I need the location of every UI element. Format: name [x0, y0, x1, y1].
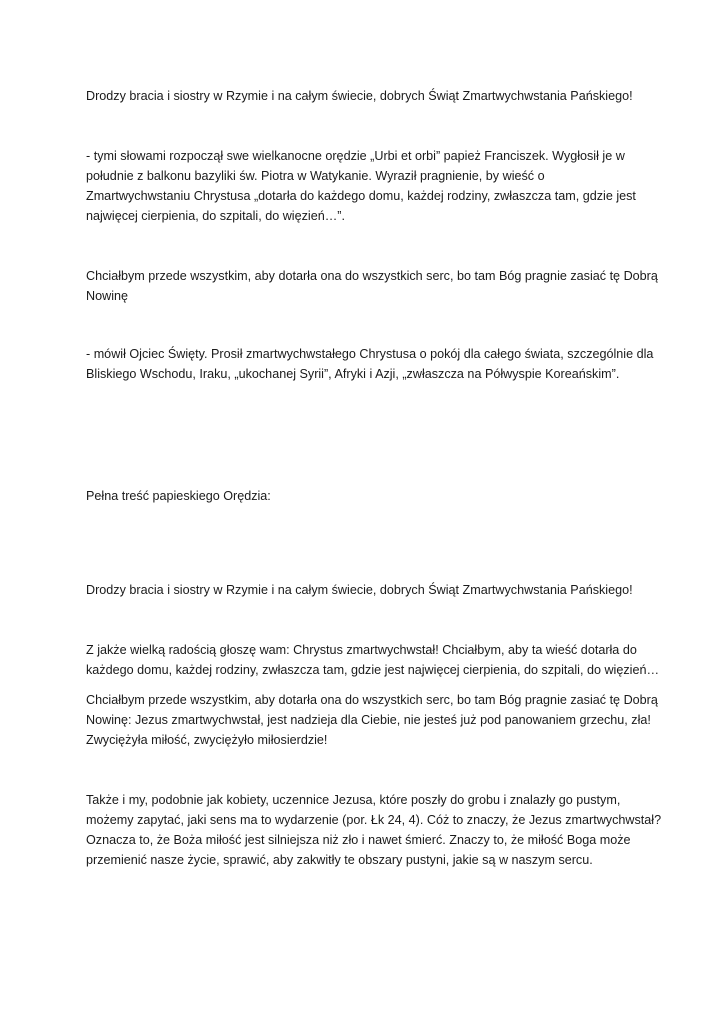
- paragraph-greeting-intro: [86, 86, 646, 106]
- text-line: możemy zapytać, jaki sens ma to wydarzenie (por. Łk 24, 4). Cóż to znaczy, że Jezus zmartwychwstał?: [86, 813, 662, 827]
- text-line: Z jakże wielką radością głoszę wam: Chrystus zmartwychwstał! Chciałbym, aby ta wieść dotarła do: [86, 643, 637, 657]
- text-line: najwięcej cierpienia, do szpitali, do więzień…”.: [86, 209, 345, 223]
- text-line: Bliskiego Wschodu, Iraku, „ukochanej Syrii”, Afryki i Azji, „zwłaszcza na Półwyspie Koreańskim”.: [86, 367, 620, 381]
- text-line: każdego domu, każdej rodziny, zwłaszcza tam, gdzie jest najwięcej cierpienia, do szpitali, do więzień…: [86, 663, 660, 677]
- paragraph-women-at-tomb: [86, 790, 662, 870]
- text-line: Także i my, podobnie jak kobiety, uczennice Jezusa, które poszły do grobu i znalazły go pustym,: [86, 793, 621, 807]
- text-line: Oznacza to, że Boża miłość jest silniejsza niż zło i nawet śmierć. Znaczy to, że miłość Boga może: [86, 833, 631, 847]
- text-line: Zwyciężyła miłość, zwyciężyło miłosierdzie!: [86, 733, 328, 747]
- text-line: Zmartwychwstaniu Chrystusa „dotarła do każdego domu, każdej rodziny, zwłaszcza tam, gdzie jest: [86, 189, 636, 203]
- paragraph-greeting-message: [86, 580, 646, 600]
- text-line: południe z balkonu bazyliki św. Piotra w Watykanie. Wyraził pragnienie, by wieść o: [86, 169, 545, 183]
- text-line: Pełna treść papieskiego Orędzia:: [86, 489, 271, 503]
- text-line: Chciałbym przede wszystkim, aby dotarła ona do wszystkich serc, bo tam Bóg pragnie zasiać tę Dobrą: [86, 693, 658, 707]
- paragraph-full-text-heading: [86, 486, 646, 506]
- text-line: Chciałbym przede wszystkim, aby dotarła ona do wszystkich serc, bo tam Bóg pragnie zasiać tę Dobrą: [86, 269, 658, 283]
- paragraph-hope: [86, 690, 658, 750]
- text-line: Drodzy bracia i siostry w Rzymie i na całym świecie, dobrych Świąt Zmartwychwstania Pańskiego!: [86, 89, 633, 103]
- paragraph-prayer-for-peace: [86, 344, 654, 384]
- text-line: - mówił Ojciec Święty. Prosił zmartwychwstałego Chrystusa o pokój dla całego świata, szczególnie dla: [86, 347, 654, 361]
- text-line: przemienić nasze życie, sprawić, aby zakwitły te obszary pustyni, jakie są w naszym sercu.: [86, 853, 593, 867]
- text-line: Nowinę: Jezus zmartwychwstał, jest nadzieja dla Ciebie, nie jesteś już pod panowaniem grzechu, zła!: [86, 713, 651, 727]
- paragraph-quote-good-news: [86, 266, 658, 306]
- paragraph-christ-risen: [86, 640, 660, 680]
- text-line: Drodzy bracia i siostry w Rzymie i na całym świecie, dobrych Świąt Zmartwychwstania Pańskiego!: [86, 583, 633, 597]
- text-line: Nowinę: [86, 289, 128, 303]
- paragraph-urbi-et-orbi: [86, 146, 646, 226]
- text-line: - tymi słowami rozpoczął swe wielkanocne orędzie „Urbi et orbi” papież Franciszek. Wygłosił je w: [86, 149, 625, 163]
